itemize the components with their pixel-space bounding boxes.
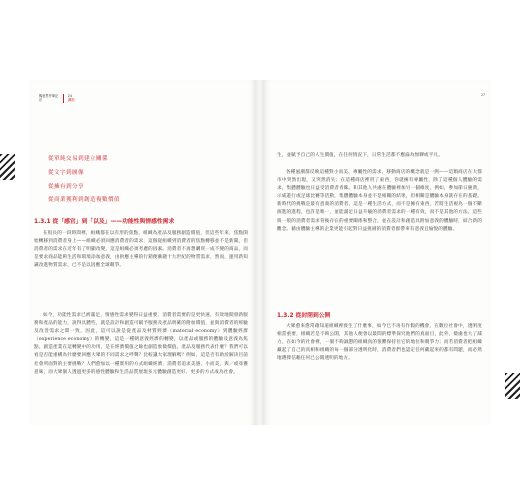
body-paragraph: 如今，功能性需求已被滿足，情感性需求變得日益重要，消費者需要的是更快速、有效地開發新服務和產品的能力，說得具體些，就是設計和創造可賦予服務及產品明確的附加價值，並與消費者的經驗及改善需求之間一致，因此，這可以說是從產品及材質經濟（material economy）到體驗經濟（experience economy）的轉變，這是一種朝意義經濟的轉變，以產品或服務的體驗及意義為焦點，創造產業在這轉變中的功用，是在經濟價值之餘也創造象徵價值。產品及服務代表什麼？我們可以看是否能重構為什麼要回應大眾的不同需求之呼聲？比較讓大家理解嗎？例如，這是否有助於解決目前社會所面對的主要挑戰？人們愈加以一種實用的方式組織經濟，消費者追求美感、小而美，與／或尋獲意味，而大眾個人透過更多的感性體驗和生活品質展現多元體驗創造更好、更多的方式成為社會。 bbox=[34, 313, 248, 375]
toc-item: 從商業獲利到創造複數價值 bbox=[48, 197, 120, 204]
toc-list bbox=[48, 156, 120, 211]
running-head bbox=[39, 94, 75, 103]
body-paragraph: 各種風潮都反映這種對小而美、專屬性的需求，移動商店的概念就是一例——這類商店在大都市中突然出現，又突然消失；在這種商店裡買了東西，你就擁有專屬性，除了這種個人體驗的需求，集體體驗也日益受消費者青睞。和其他人共處在體驗裡加另一個維度。例如，參加節日慶典，示威遊行或足球比賽等活動，集體體驗本身並不是相關的結果，但相關是體驗本身就存在的基礎。新時代的挑戰是最有意義的消費者，這是一種生活方式，而不是擁有東西。若將生活視為一個不斷演進的進程，也許是唯一，並能滿足日益升級的消費者需求的一種有效，而不是其他的方法。這些與一般的消費者需求背後存在的重要關係和整合，並在設計和創造具附加意義的體驗時，結合新的觀念。藉由體驗主導的企業更能引起對日益挑剔的消費者群帶來有意義且愉悅的體驗。 bbox=[277, 170, 482, 232]
decorative-hatch-right bbox=[505, 373, 520, 399]
body-paragraph: 在很長的一段時間裡，組織都在以有形的焦點，組織為產品及服務創造價值，但這些年來，焦點開始轉移到消費者身上——組織必須回應消費者的需求，這個從組織到消費者的焦點轉移並不是新聞，但消費者的需求在近年有了明顯改變，這是組織必須考慮的因素。消費者不再想購買一成不變的商品，而是要求商品能夠生活和環境添加意義，由供應主導的行銷便漸趨十九世紀的物質需求，然而，運用新知識改進物質需求，已不是以因應全球競爭。 bbox=[34, 231, 248, 269]
chapter-label: 擴散 bbox=[67, 98, 75, 103]
right-page bbox=[263, 80, 491, 425]
section-heading-right: 1.3.2 從封閉到公開 bbox=[277, 313, 331, 319]
section-heading-left: 1.3.1 從「感官」到「以及」——功能性與情感性需求 bbox=[34, 219, 175, 225]
toc-item: 從文字到圖像 bbox=[48, 169, 84, 176]
red-rule bbox=[63, 94, 64, 103]
running-head-meta bbox=[68, 94, 75, 103]
page-number-left: 24 bbox=[67, 94, 72, 98]
body-paragraph: 大眾愈來愈常藉知道組織裡發生了什麼事，如今已不再有作假的機會，在數位社會中，透明度相當重要，組織若是不夠公開，其他人便會以最間的標準探究他們的真面目，此外，徵處也大了減力。在如今的社會裡，一個不夠誠懇的組織真的很難保持住它的地位和競爭力；而若消費者把組織藏起了自己的真相和組織的每一個部分透明化時，消費者們也認定任何藏起來的都有問題，而必然地選擇信賴任何已公開透明的地方。 bbox=[277, 324, 482, 362]
book-title: 暢意思考筆記法 bbox=[39, 94, 59, 103]
page-number-right: 27 bbox=[480, 93, 485, 97]
left-page bbox=[29, 80, 256, 425]
decorative-hatch-left bbox=[0, 154, 15, 180]
body-paragraph: 生，並賦予自己的人生價值，在任何情況下，日常生活都不應淪為無聊或平凡。 bbox=[277, 153, 444, 158]
toc-item: 從擁有到分享 bbox=[48, 183, 84, 190]
toc-item: 從單純交易到建立關係 bbox=[48, 156, 108, 162]
